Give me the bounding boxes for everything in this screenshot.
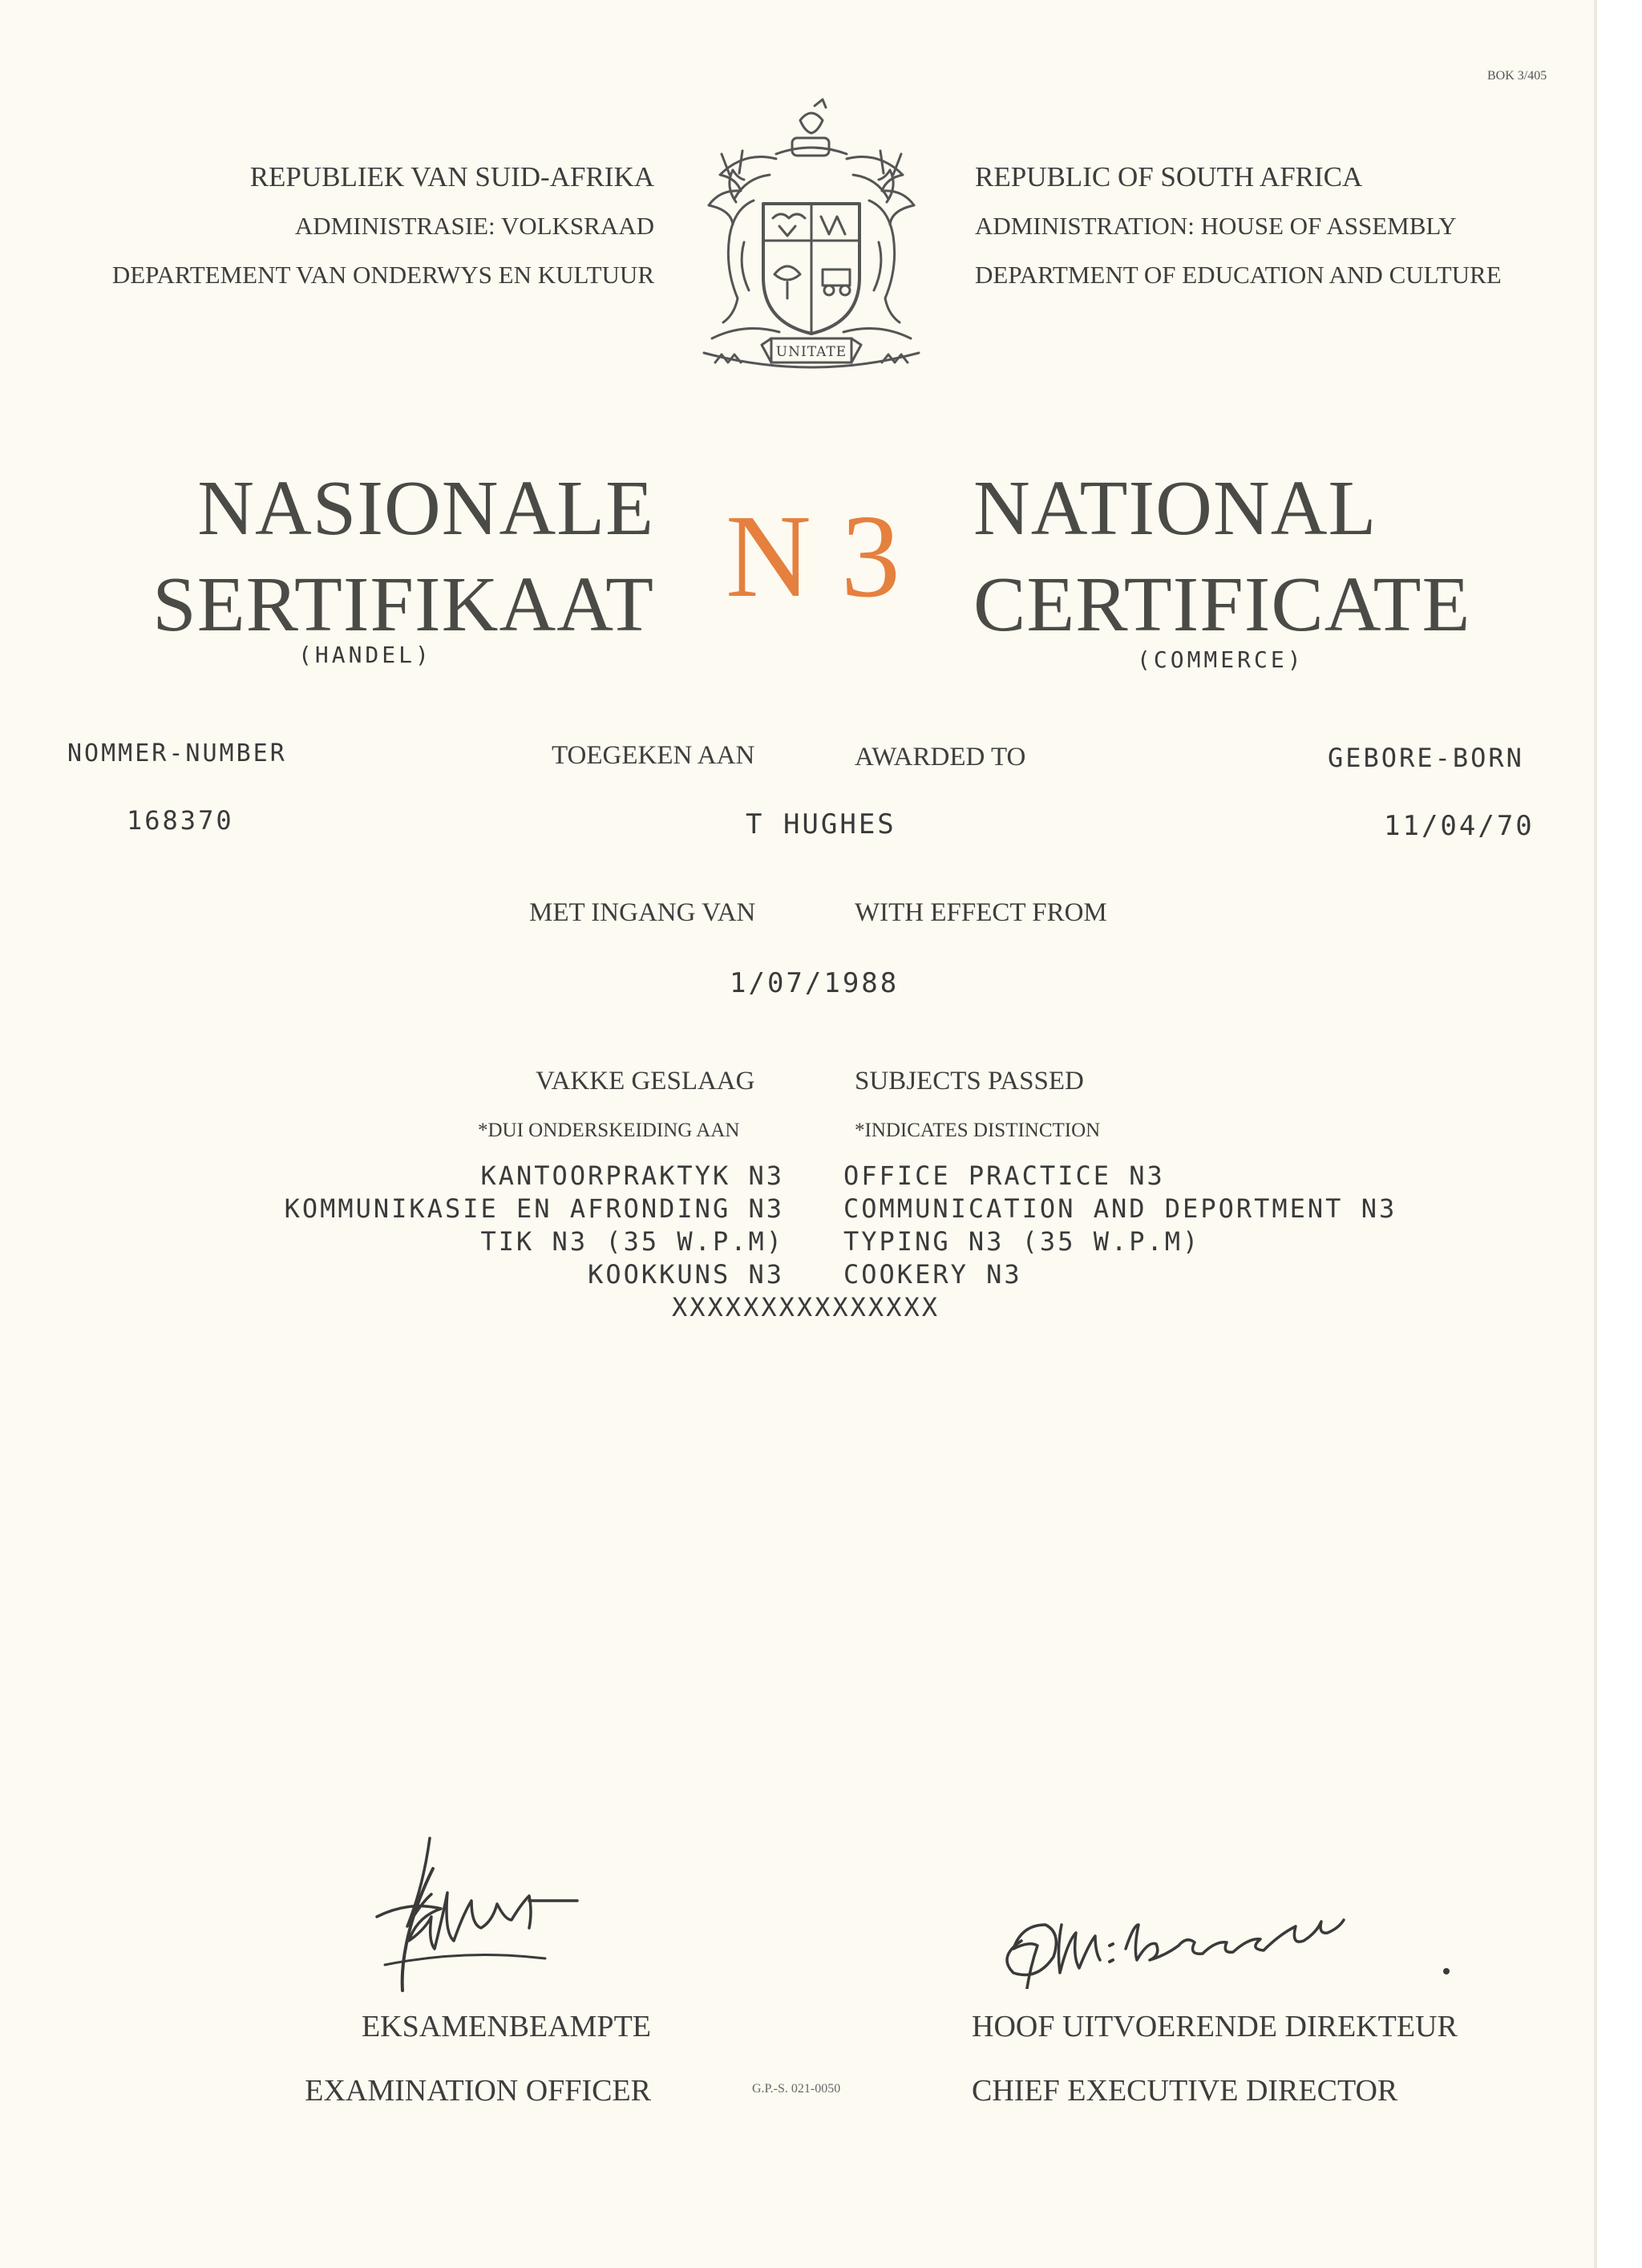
born-label: GEBORE-BORN	[1328, 743, 1524, 773]
examination-officer-signature	[353, 1837, 641, 1997]
title-af-line1: NASIONALE	[197, 465, 654, 552]
subjects-terminator: XXXXXXXXXXXXXXX	[672, 1292, 940, 1322]
left-role-af: EKSAMENBEAMPTE	[361, 2010, 651, 2043]
subjects-heading-en: SUBJECTS PASSED	[855, 1067, 1084, 1096]
certificate-level: N 3	[726, 491, 900, 622]
chief-executive-signature	[989, 1901, 1470, 1989]
effect-value: 1/07/1988	[730, 967, 900, 999]
number-label: NOMMER-NUMBER	[67, 739, 287, 767]
subject-en: TYPING N3 (35 W.P.M)	[843, 1226, 1201, 1257]
born-value: 11/04/70	[1384, 810, 1535, 842]
header-en-line1: REPUBLIC OF SOUTH AFRICA	[975, 161, 1363, 192]
subjects-list-en	[843, 1160, 1397, 1291]
right-role-af: HOOF UITVOERENDE DIREKTEUR	[972, 2010, 1458, 2043]
scan-margin	[1597, 0, 1642, 2268]
coat-of-arms-icon	[680, 98, 943, 377]
coat-of-arms-motto: UNITATE	[775, 344, 847, 360]
subject-en: COOKERY N3	[843, 1259, 1022, 1290]
header-af-line2: ADMINISTRASIE: VOLKSRAAD	[294, 212, 654, 240]
title-en-line2: CERTIFICATE	[973, 561, 1471, 648]
awarded-label-en: AWARDED TO	[855, 743, 1026, 772]
title-en-line1: NATIONAL	[973, 465, 1377, 552]
subject-af: KANTOORPRAKTYK N3	[480, 1160, 784, 1191]
awarded-label-af: TOEGEKEN AAN	[552, 741, 755, 770]
number-value: 168370	[127, 805, 234, 836]
awarded-value: T HUGHES	[746, 808, 896, 840]
title-af-field: (HANDEL)	[298, 642, 432, 668]
left-role-en: EXAMINATION OFFICER	[305, 2074, 651, 2108]
subject-en: COMMUNICATION AND DEPORTMENT N3	[843, 1193, 1397, 1224]
form-code: BOK 3/405	[1487, 69, 1547, 83]
header-en-line3: DEPARTMENT OF EDUCATION AND CULTURE	[975, 261, 1502, 289]
subjects-heading-af: VAKKE GESLAAG	[536, 1067, 755, 1096]
header-af-line1: REPUBLIEK VAN SUID-AFRIKA	[249, 161, 654, 192]
header-en-line2: ADMINISTRATION: HOUSE OF ASSEMBLY	[975, 212, 1457, 240]
distinction-note-en: *INDICATES DISTINCTION	[855, 1120, 1101, 1141]
subject-en: OFFICE PRACTICE N3	[843, 1160, 1165, 1191]
subjects-list-af	[285, 1160, 784, 1291]
subject-af: KOMMUNIKASIE EN AFRONDING N3	[284, 1193, 784, 1224]
subject-af: KOOKKUNS N3	[588, 1259, 784, 1290]
title-af-line2: SERTIFIKAAT	[152, 561, 654, 648]
distinction-note-af: *DUI ONDERSKEIDING AAN	[478, 1120, 740, 1141]
title-en-field: (COMMERCE)	[1137, 646, 1304, 673]
header-af-line3: DEPARTEMENT VAN ONDERWYS EN KULTUUR	[111, 261, 654, 289]
right-role-en: CHIEF EXECUTIVE DIRECTOR	[972, 2074, 1398, 2108]
subject-af: TIK N3 (35 W.P.M)	[480, 1226, 784, 1257]
printer-code: G.P.-S. 021-0050	[752, 2082, 841, 2096]
effect-label-af: MET INGANG VAN	[529, 898, 756, 927]
effect-label-en: WITH EFFECT FROM	[855, 898, 1107, 927]
